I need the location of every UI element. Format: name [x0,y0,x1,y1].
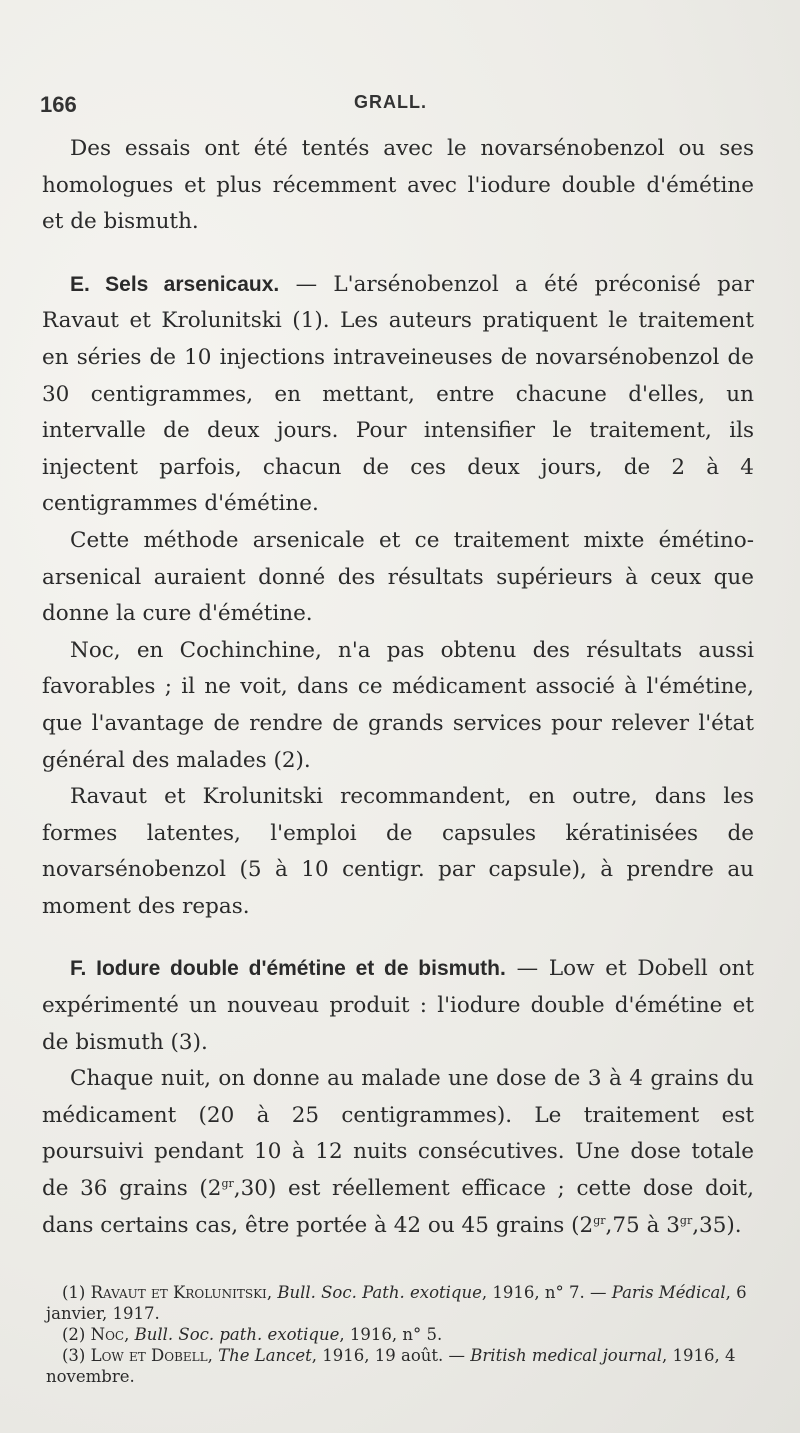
paragraph: Des essais ont été tentés avec le novarsénobenzol ou ses homologues et plus récemment avec l'iodure double d'émétine et de bismuth. [42,136,754,235]
footnote-details: , 1916, 4 novembre. [46,1346,736,1386]
footnote-separator: , [207,1346,219,1365]
section-text: — L'arsénobenzol a été préconisé par Ravaut et Krolunitski (1). Les auteurs pratiquent le traitement en séries de 10 injections intraveineuses de novarsénobenzol de 30 centigrammes, en mettant, entre chacune d'elles, un intervalle de deux jours. Pour intensifier le traitement, ils injectent parfois, chacun de ces deux jours, de 2 à 4 centigrammes d'émétine. [42,271,754,517]
paragraph: Cette méthode arsenicale et ce traitement mixte émétino-arsenical auraient donné des résultats supérieurs à ceux que donne la cure d'émétine. [42,527,754,627]
footnote-1 [46,1282,754,1324]
section-heading: F. Iodure double d'émétine et de bismuth. [70,957,506,981]
page-header [40,92,760,122]
paragraph: Ravaut et Krolunitski recommandent, en outre, dans les formes latentes, l'emploi de capsules kératinisées de novarsénobenzol (5 à 10 centigr. par capsule), à prendre au moment des repas. [42,784,754,919]
footnote-details: , 1916, n° 5. [339,1325,443,1344]
section-f [42,951,754,1061]
footnote-authors: Ravaut et Krolunitski [90,1283,267,1302]
footnote-journal: British medical journal [470,1346,662,1365]
footnote-details: , 6 janvier, 1917. [46,1283,747,1323]
section-e [42,267,754,523]
footnote-authors: Noc [90,1325,125,1344]
superscript: gr [679,1213,693,1227]
footnote-journal: Bull. Soc. path. exotique [134,1325,340,1344]
footnote-journal: Bull. Soc. Path. exotique [277,1283,482,1302]
footnote-3 [46,1345,754,1387]
footnote-number: (2) [62,1325,91,1344]
footnote-separator: , [266,1283,278,1302]
section-text: — Low et Dobell ont expérimenté un nouveau produit : l'iodure double d'émétine et de bismuth (3). [42,956,754,1055]
footnote-journal: Paris Médical [611,1283,726,1302]
footnote-journal: The Lancet [218,1346,312,1365]
footnote-2 [46,1324,754,1345]
footnote-number: (1) [62,1283,91,1302]
text-run: ,35). [692,1212,742,1238]
body-text [42,131,754,1244]
footnote-number: (3) [62,1346,91,1365]
superscript: gr [221,1176,234,1190]
paragraph [42,1061,754,1244]
footnote-authors: Low et Dobell [90,1346,208,1365]
footnote-details: , 1916, 19 août. — [311,1346,471,1365]
running-head: GRALL. [354,92,427,112]
text-run: ,75 à 3 [605,1212,680,1238]
text-run: Chaque nuit, on donne au malade une dose de 3 à 4 grains du médicament (20 à 25 centigrammes). Le traitement est poursuivi pendant 10 à 12 nuits consécutives. Une dose totale de 36 grains (2 [42,1066,754,1202]
footnotes [46,1282,754,1387]
page-number: 166 [40,92,77,117]
paragraph: Noc, en Cochinchine, n'a pas obtenu des résultats aussi favorables ; il ne voit, dans ce médicament associé à l'émétine, que l'avantage de rendre de grands services pour relever l'état général des malades (2). [42,637,754,773]
superscript: gr [593,1213,606,1227]
text-run: ,30) est réellement efficace ; cette dose doit, dans certains cas, être portée à 42 ou 45 grains (2 [42,1176,754,1238]
section-heading: E. Sels arsenicaux. [70,272,280,296]
footnote-separator: , [124,1325,135,1344]
footnote-details: , 1916, n° 7. — [481,1283,612,1302]
